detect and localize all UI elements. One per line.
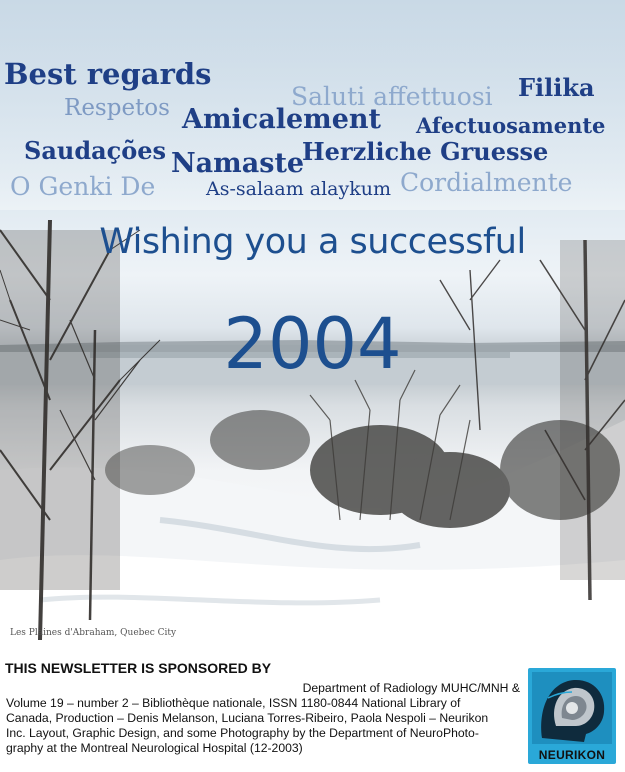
greeting-filika: Filika [518,73,595,102]
greeting-afectuosamente: Afectuosamente [416,113,606,138]
credits-block [6,681,520,756]
greeting-herzliche: Herzliche Gruesse [302,137,549,166]
greeting-as-salaam: As-salaam alaykum [206,178,391,200]
greeting-cordialmente: Cordialmente [400,168,573,197]
greeting-saudacoes: Saudações [24,136,167,165]
greeting-namaste: Namaste [171,148,305,179]
greeting-saluti: Saluti affettuosi [291,82,493,111]
sponsored-heading: THIS NEWSLETTER IS SPONSORED BY [5,660,272,676]
neurikon-logo [528,668,616,764]
photo-caption: Les Plaines d'Abraham, Quebec City [10,628,177,638]
greeting-best-regards: Best regards [4,57,212,91]
credit-line: Department of Radiology MUHC/MNH & [302,681,520,695]
greeting-respetos: Respetos [64,95,170,121]
logo-text: NEURIKON [538,748,606,762]
headline-year: 2004 [223,303,402,385]
brain-scan-icon [528,668,616,748]
greeting-o-genki: O Genki De [10,172,156,201]
credit-line: graphy at the Montreal Neurological Hospital (12-2003) [6,741,303,755]
greeting-amicalement: Amicalement [182,104,381,135]
credit-line: Canada, Production – Denis Melanson, Luciana Torres-Ribeiro, Paola Nespoli – Neurikon [6,711,489,725]
headline-wish: Wishing you a successful [99,222,526,262]
credit-line: Volume 19 – number 2 – Bibliothèque nationale, ISSN 1180-0844 National Library of [6,696,461,710]
credit-line: Inc. Layout, Graphic Design, and some Photography by the Department of NeuroPhoto- [6,726,479,740]
